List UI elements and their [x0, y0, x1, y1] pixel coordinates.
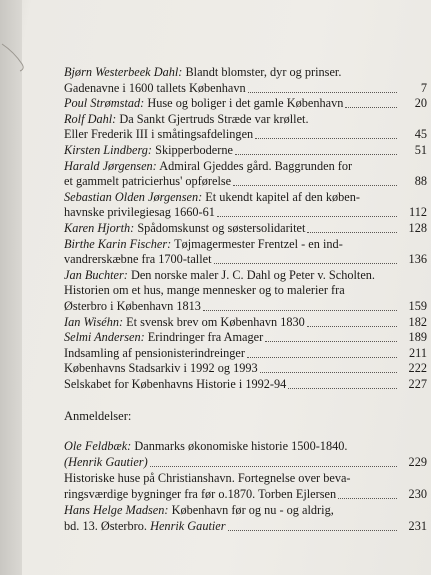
- entry-text: [64, 487, 336, 503]
- entry-title: Et svensk brev om København 1830: [126, 314, 305, 329]
- entry-author: Kirsten Lindberg:: [64, 142, 153, 157]
- entry-title: Gadenavne i 1600 tallets København: [64, 80, 246, 95]
- review-entry: [64, 471, 427, 502]
- entry-author: Harald Jørgensen:: [64, 158, 157, 173]
- entry-line: [64, 65, 399, 81]
- entry-text: [64, 330, 263, 346]
- leader-dots: [345, 96, 397, 108]
- toc-entry: [64, 159, 427, 190]
- toc-entry: [64, 330, 427, 346]
- entry-line: [64, 252, 399, 268]
- entry-title: Da Sankt Gjertruds Stræde var krøllet.: [119, 111, 309, 126]
- entry-title: Skipperboderne: [155, 142, 233, 157]
- entry-line: [64, 96, 399, 112]
- review-entry: [64, 439, 427, 470]
- entry-line: [64, 205, 399, 221]
- entry-author: Rolf Dahl:: [64, 111, 117, 126]
- entry-author: Ian Wiséhn:: [64, 314, 124, 329]
- entry-text: [64, 237, 343, 251]
- entry-title: bd. 13. Østerbro.: [64, 519, 147, 534]
- entry-text: [64, 439, 347, 453]
- entry-author: Sebastian Olden Jørgensen:: [64, 189, 203, 204]
- entry-text: [64, 205, 215, 221]
- page-number: 230: [408, 486, 427, 501]
- entry-line: [64, 455, 399, 471]
- entry-author: Karen Hjorth:: [64, 220, 135, 235]
- entry-title: Østerbro i København 1813: [64, 298, 201, 313]
- page-number: 211: [409, 345, 427, 360]
- page-number: 159: [408, 298, 427, 313]
- page-number: 182: [408, 314, 427, 329]
- toc-entry: [64, 221, 427, 237]
- entry-text: [64, 315, 305, 331]
- entry-text: [64, 221, 305, 237]
- leader-dots: [150, 455, 397, 467]
- entry-text: [64, 65, 341, 79]
- leader-dots: [228, 519, 397, 531]
- entry-text: [64, 159, 352, 173]
- reviews-heading: Anmeldelser:: [64, 409, 132, 424]
- page-gutter: [0, 0, 22, 575]
- leader-dots: [217, 205, 397, 217]
- entry-line: [64, 503, 399, 519]
- entry-title: Admiral Gjeddes gård. Baggrunden for: [159, 158, 353, 173]
- entry-line: [64, 283, 399, 299]
- page-number: 112: [409, 205, 427, 220]
- entry-line: [64, 190, 399, 206]
- entry-line: [64, 361, 399, 377]
- leader-dots: [260, 361, 397, 373]
- entry-text: [64, 81, 246, 97]
- entry-line: [64, 519, 399, 535]
- page-number: 231: [408, 519, 427, 534]
- entry-title: Erindringer fra Amager: [147, 330, 264, 345]
- entry-reviewer: Henrik Gautier: [150, 519, 226, 534]
- toc-entry: [64, 315, 427, 331]
- entry-author: Hans Helge Madsen:: [64, 503, 169, 518]
- entry-title: et gammelt patricierhus' opførelse: [64, 174, 232, 189]
- entry-text: [64, 252, 212, 268]
- entry-title: havnske privilegiesag 1660-61: [64, 205, 215, 220]
- toc-entries: [64, 65, 427, 392]
- entry-title: Tøjmagermester Frentzel - en ind-: [174, 236, 343, 251]
- entry-line: [64, 330, 399, 346]
- leader-dots: [307, 315, 397, 327]
- entry-text: [64, 455, 148, 471]
- entry-author: Jan Buchter:: [64, 267, 128, 282]
- entry-author: Birthe Karin Fischer:: [64, 236, 172, 251]
- entry-line: [64, 299, 399, 315]
- entry-title: Et ukendt kapitel af den køben-: [205, 189, 360, 204]
- entry-title: Danmarks økonomiske historie 1500-1840.: [134, 439, 348, 454]
- toc-entry: [64, 377, 427, 393]
- entry-line: [64, 315, 399, 331]
- leader-dots: [307, 221, 397, 233]
- entry-author: Selmi Andersen:: [64, 330, 145, 345]
- entry-text: [64, 96, 343, 112]
- entry-text: [64, 190, 360, 204]
- entry-line: [64, 237, 399, 253]
- entry-title: Københavns Stadsarkiv i 1992 og 1993: [64, 361, 258, 376]
- toc-entry: [64, 268, 427, 315]
- page-number: 189: [408, 330, 427, 345]
- entry-title: Historiske huse på Christianshavn. Fortegnelse over beva-: [64, 471, 351, 486]
- entry-title: Spådomskunst og søstersolidaritet: [137, 220, 306, 235]
- entry-line: [64, 221, 399, 237]
- leader-dots: [288, 377, 397, 389]
- entry-text: [64, 174, 231, 190]
- toc-reviews: [64, 439, 427, 535]
- entry-title: Selskabet for Københavns Historie i 1992-94: [64, 376, 287, 391]
- entry-line: [64, 174, 399, 190]
- page-number: 136: [408, 252, 427, 267]
- entry-text: [64, 299, 201, 315]
- entry-title: Historien om et hus, mange mennesker og to malerier fra: [64, 283, 345, 298]
- entry-text: [64, 346, 245, 362]
- leader-dots: [338, 487, 397, 499]
- page-number: 128: [408, 220, 427, 235]
- page-number: 88: [414, 174, 427, 189]
- entry-text: [64, 283, 345, 297]
- leader-dots: [255, 127, 397, 139]
- entry-text: [64, 127, 253, 143]
- entry-text: [64, 503, 334, 517]
- pencil-mark-icon: [0, 38, 30, 78]
- entry-title: Blandt blomster, dyr og prinser.: [185, 65, 342, 79]
- page-number: 51: [414, 142, 427, 157]
- leader-dots: [248, 81, 397, 93]
- entry-line: [64, 81, 399, 97]
- page-number: 227: [408, 376, 427, 391]
- entry-line: [64, 143, 399, 159]
- leader-dots: [203, 299, 397, 311]
- entry-title: Indsamling af pensionisterindreinger: [64, 345, 245, 360]
- leader-dots: [214, 252, 397, 264]
- entry-line: [64, 346, 399, 362]
- toc-entry: [64, 237, 427, 268]
- leader-dots: [233, 174, 397, 186]
- entry-text: [64, 377, 286, 393]
- page-number: 20: [414, 96, 427, 111]
- entry-title: Huse og boliger i det gamle København: [147, 96, 344, 111]
- toc-entry: [64, 143, 427, 159]
- toc-entry: [64, 361, 427, 377]
- entry-text: [64, 471, 351, 485]
- entry-line: [64, 471, 399, 487]
- leader-dots: [265, 330, 397, 342]
- entry-text: [64, 519, 226, 535]
- entry-author: Poul Strømstad:: [64, 96, 145, 111]
- entry-text: [64, 112, 309, 126]
- toc-entry: [64, 190, 427, 221]
- entry-author: Ole Feldbæk:: [64, 439, 132, 454]
- entry-author: Bjørn Westerbeek Dahl:: [64, 65, 183, 79]
- entry-line: [64, 439, 399, 455]
- toc-entry: [64, 112, 427, 143]
- entry-line: [64, 268, 399, 284]
- toc-entry: [64, 65, 427, 96]
- entry-title: København før og nu - og aldrig,: [171, 503, 334, 518]
- entry-line: [64, 159, 399, 175]
- page-number: 45: [414, 127, 427, 142]
- entry-title: ringsværdige bygninger fra før o.1870. Torben Ejlersen: [64, 486, 337, 501]
- entry-title: vandrerskæbne fra 1700-tallet: [64, 252, 212, 267]
- entry-text: [64, 268, 375, 282]
- entry-line: [64, 127, 399, 143]
- entry-text: [64, 143, 233, 159]
- table-of-contents: [64, 65, 427, 536]
- entry-line: [64, 377, 399, 393]
- review-entry: [64, 503, 427, 534]
- leader-dots: [247, 346, 397, 358]
- page-number: 7: [420, 80, 427, 95]
- toc-entry: [64, 96, 427, 112]
- entry-title: Eller Frederik III i småtingsafdelingen: [64, 127, 254, 142]
- entry-reviewer: (Henrik Gautier): [64, 454, 148, 469]
- entry-line: [64, 112, 399, 128]
- entry-line: [64, 487, 399, 503]
- page-number: 222: [408, 361, 427, 376]
- toc-entry: [64, 346, 427, 362]
- page-number: 229: [408, 454, 427, 469]
- entry-title: Den norske maler J. C. Dahl og Peter v. Scholten.: [130, 267, 376, 282]
- leader-dots: [235, 143, 397, 155]
- entry-text: [64, 361, 258, 377]
